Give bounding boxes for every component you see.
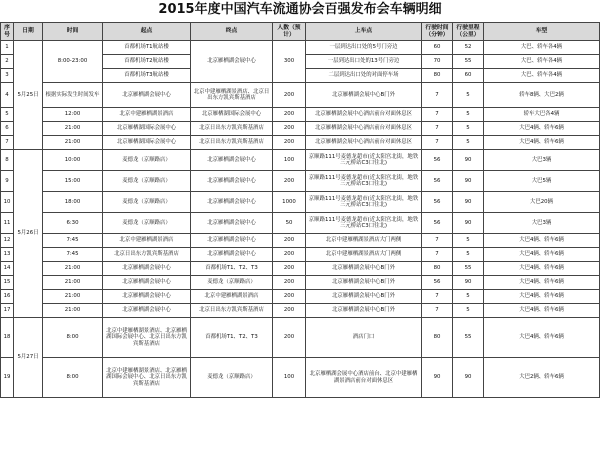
cell-model: 大巴4辆、轿车6辆 bbox=[484, 276, 600, 290]
cell-boarding: 北京中建雁栖湖景酒店大门两侧 bbox=[306, 234, 422, 248]
cell-no: 15 bbox=[1, 276, 14, 290]
cell-people: 200 bbox=[273, 171, 306, 192]
cell-start: 北京雁栖湖会展中心 bbox=[103, 290, 191, 304]
cell-end: 北京雁栖湖会展中心 bbox=[191, 234, 273, 248]
table-row bbox=[1, 213, 600, 234]
cell-time: 根据实际发生时间发车 bbox=[43, 83, 103, 108]
cell-start: 麦德龙（京顺路店） bbox=[103, 150, 191, 171]
table-row bbox=[1, 171, 600, 192]
vehicle-schedule-table bbox=[0, 22, 600, 398]
cell-end: 北京雁栖湖会展中心 bbox=[191, 192, 273, 213]
cell-time: 8:00-23:00 bbox=[43, 41, 103, 83]
cell-date: 5月27日 bbox=[14, 318, 43, 398]
cell-distance: 5 bbox=[453, 122, 484, 136]
cell-distance: 60 bbox=[453, 69, 484, 83]
table-row bbox=[1, 276, 600, 290]
header-date: 日期 bbox=[14, 23, 43, 41]
cell-boarding: 京顺路111号麦德龙超市(近太阳宫北街，地铁三元桥站C3口往北) bbox=[306, 171, 422, 192]
cell-start: 北京中建雁栖湖景酒店 bbox=[103, 108, 191, 122]
header-boarding: 上车点 bbox=[306, 23, 422, 41]
cell-model: 大巴、轿车各4辆 bbox=[484, 55, 600, 69]
cell-distance: 5 bbox=[453, 83, 484, 108]
cell-time: 10:00 bbox=[43, 150, 103, 171]
cell-end: 北京日出东方凯宾斯基酒店 bbox=[191, 136, 273, 150]
cell-duration: 60 bbox=[422, 41, 453, 55]
cell-start: 北京中建雁栖湖景酒店、北京雁栖湖国际会展中心、北京日出东方凯宾斯基酒店 bbox=[103, 358, 191, 398]
cell-duration: 7 bbox=[422, 83, 453, 108]
cell-people: 200 bbox=[273, 83, 306, 108]
cell-date: 5月26日 bbox=[14, 150, 43, 318]
cell-distance: 5 bbox=[453, 136, 484, 150]
cell-end: 北京日出东方凯宾斯基酒店 bbox=[191, 122, 273, 136]
cell-duration: 7 bbox=[422, 136, 453, 150]
cell-distance: 5 bbox=[453, 234, 484, 248]
cell-end: 首都机场T1、T2、T3 bbox=[191, 262, 273, 276]
table-row bbox=[1, 290, 600, 304]
cell-end: 北京雁栖湖会展中心 bbox=[191, 171, 273, 192]
cell-people: 50 bbox=[273, 213, 306, 234]
cell-distance: 90 bbox=[453, 192, 484, 213]
cell-end: 北京雁栖湖会展中心 bbox=[191, 248, 273, 262]
cell-no: 8 bbox=[1, 150, 14, 171]
cell-boarding: 北京雁栖湖会展中心B门外 bbox=[306, 262, 422, 276]
cell-time: 6:30 bbox=[43, 213, 103, 234]
cell-model: 大巴4辆、轿车6辆 bbox=[484, 262, 600, 276]
cell-duration: 7 bbox=[422, 108, 453, 122]
cell-people: 200 bbox=[273, 136, 306, 150]
cell-time: 21:00 bbox=[43, 136, 103, 150]
table-row bbox=[1, 150, 600, 171]
cell-no: 12 bbox=[1, 234, 14, 248]
cell-distance: 90 bbox=[453, 276, 484, 290]
cell-boarding: 一层到达出口处的5号门旁边 bbox=[306, 41, 422, 55]
table-row bbox=[1, 318, 600, 358]
cell-model: 大巴4辆、轿车6辆 bbox=[484, 248, 600, 262]
cell-people: 200 bbox=[273, 108, 306, 122]
table-row bbox=[1, 136, 600, 150]
cell-model: 大巴4辆、轿车6辆 bbox=[484, 234, 600, 248]
header-no: 序号 bbox=[1, 23, 14, 41]
cell-end: 北京日出东方凯宾斯基酒店 bbox=[191, 304, 273, 318]
cell-time: 18:00 bbox=[43, 192, 103, 213]
header-duration: 行驶时间（分钟） bbox=[422, 23, 453, 41]
table-row bbox=[1, 358, 600, 398]
cell-boarding: 北京雁栖湖会展中心B门外 bbox=[306, 276, 422, 290]
cell-no: 14 bbox=[1, 262, 14, 276]
cell-duration: 7 bbox=[422, 290, 453, 304]
cell-boarding: 北京雁栖湖会展中心酒店前台、北京中建雁栖湖景酒店前台对面休息区 bbox=[306, 358, 422, 398]
cell-start: 北京雁栖湖会展中心 bbox=[103, 304, 191, 318]
cell-people: 100 bbox=[273, 358, 306, 398]
cell-distance: 90 bbox=[453, 150, 484, 171]
cell-people: 200 bbox=[273, 276, 306, 290]
table-row bbox=[1, 234, 600, 248]
cell-time: 21:00 bbox=[43, 290, 103, 304]
cell-time: 21:00 bbox=[43, 122, 103, 136]
cell-start: 北京日出东方凯宾斯基酒店 bbox=[103, 248, 191, 262]
cell-duration: 70 bbox=[422, 55, 453, 69]
cell-time: 21:00 bbox=[43, 304, 103, 318]
cell-duration: 56 bbox=[422, 171, 453, 192]
cell-distance: 5 bbox=[453, 108, 484, 122]
table-row bbox=[1, 41, 600, 55]
cell-model: 轿车大巴各4辆 bbox=[484, 108, 600, 122]
cell-end: 麦德龙（京顺路店） bbox=[191, 358, 273, 398]
cell-no: 1 bbox=[1, 41, 14, 55]
cell-end: 北京中建雁栖湖景酒店 bbox=[191, 290, 273, 304]
cell-model: 大巴、轿车各4辆 bbox=[484, 69, 600, 83]
cell-time: 8:00 bbox=[43, 318, 103, 358]
document-title: 2015年度中国汽车流通协会百强发布会车辆明细 bbox=[158, 2, 442, 17]
cell-no: 6 bbox=[1, 122, 14, 136]
cell-distance: 5 bbox=[453, 248, 484, 262]
cell-boarding: 北京雁栖湖会展中心B门外 bbox=[306, 290, 422, 304]
cell-end: 北京雁栖湖会展中心 bbox=[191, 41, 273, 83]
cell-distance: 55 bbox=[453, 55, 484, 69]
cell-start: 北京雁栖湖会展中心 bbox=[103, 262, 191, 276]
header-distance: 行驶里程（公里） bbox=[453, 23, 484, 41]
cell-model: 大巴3辆 bbox=[484, 150, 600, 171]
cell-people: 200 bbox=[273, 248, 306, 262]
cell-duration: 56 bbox=[422, 192, 453, 213]
cell-people: 300 bbox=[273, 41, 306, 83]
cell-boarding: 京顺路111号麦德龙超市(近太阳宫北街，地铁三元桥站C3口往北) bbox=[306, 213, 422, 234]
cell-distance: 55 bbox=[453, 318, 484, 358]
cell-model: 大巴3辆 bbox=[484, 213, 600, 234]
cell-no: 5 bbox=[1, 108, 14, 122]
cell-duration: 80 bbox=[422, 262, 453, 276]
cell-distance: 5 bbox=[453, 304, 484, 318]
cell-no: 19 bbox=[1, 358, 14, 398]
cell-model: 大巴4辆、轿车6辆 bbox=[484, 136, 600, 150]
cell-people: 200 bbox=[273, 290, 306, 304]
cell-time: 15:00 bbox=[43, 171, 103, 192]
cell-duration: 56 bbox=[422, 213, 453, 234]
cell-boarding: 二层到达出口处的对面停车场 bbox=[306, 69, 422, 83]
cell-start: 麦德龙（京顺路店） bbox=[103, 171, 191, 192]
cell-time: 21:00 bbox=[43, 276, 103, 290]
cell-model: 大巴4辆、轿车6辆 bbox=[484, 122, 600, 136]
header-time: 时间 bbox=[43, 23, 103, 41]
cell-no: 16 bbox=[1, 290, 14, 304]
cell-time: 7:45 bbox=[43, 234, 103, 248]
cell-start: 首都机场T2航站楼 bbox=[103, 55, 191, 69]
table-row bbox=[1, 108, 600, 122]
cell-time: 7:45 bbox=[43, 248, 103, 262]
cell-distance: 55 bbox=[453, 262, 484, 276]
cell-duration: 80 bbox=[422, 318, 453, 358]
cell-boarding: 北京雁栖湖会展中心B门外 bbox=[306, 304, 422, 318]
cell-duration: 7 bbox=[422, 122, 453, 136]
cell-start: 北京雁栖湖国际会展中心 bbox=[103, 122, 191, 136]
cell-no: 10 bbox=[1, 192, 14, 213]
cell-start: 麦德龙（京顺路店） bbox=[103, 213, 191, 234]
cell-boarding: 北京雁栖湖会展中心酒店前台对面休息区 bbox=[306, 136, 422, 150]
cell-end: 北京雁栖湖国际会展中心 bbox=[191, 108, 273, 122]
cell-model: 大巴4辆、轿车6辆 bbox=[484, 318, 600, 358]
cell-start: 北京中建雁栖湖景酒店 bbox=[103, 234, 191, 248]
cell-end: 北京雁栖湖会展中心 bbox=[191, 213, 273, 234]
cell-boarding: 北京中建雁栖湖景酒店大门两侧 bbox=[306, 248, 422, 262]
cell-model: 大巴4辆、轿车6辆 bbox=[484, 304, 600, 318]
cell-model: 大巴5辆 bbox=[484, 171, 600, 192]
table-row bbox=[1, 122, 600, 136]
cell-duration: 7 bbox=[422, 304, 453, 318]
table-row bbox=[1, 304, 600, 318]
cell-no: 11 bbox=[1, 213, 14, 234]
cell-time: 8:00 bbox=[43, 358, 103, 398]
table-row bbox=[1, 262, 600, 276]
cell-people: 100 bbox=[273, 150, 306, 171]
cell-people: 200 bbox=[273, 262, 306, 276]
cell-people: 200 bbox=[273, 304, 306, 318]
cell-boarding: 京顺路111号麦德龙超市(近太阳宫北街，地铁三元桥站C3口往北) bbox=[306, 150, 422, 171]
header-people: 人数（预计） bbox=[273, 23, 306, 41]
cell-distance: 90 bbox=[453, 213, 484, 234]
table-row bbox=[1, 248, 600, 262]
cell-distance: 5 bbox=[453, 290, 484, 304]
cell-no: 3 bbox=[1, 69, 14, 83]
cell-start: 北京雁栖湖国际会展中心 bbox=[103, 136, 191, 150]
cell-start: 北京雁栖湖会展中心 bbox=[103, 83, 191, 108]
cell-model: 大巴2辆、轿车6辆 bbox=[484, 358, 600, 398]
cell-duration: 7 bbox=[422, 248, 453, 262]
cell-boarding: 北京雁栖湖会展中心酒店前台对面休息区 bbox=[306, 108, 422, 122]
cell-end: 麦德龙（京顺路店） bbox=[191, 276, 273, 290]
cell-model: 轿车8辆、大巴2辆 bbox=[484, 83, 600, 108]
cell-boarding: 北京雁栖湖会展中心酒店前台对面休息区 bbox=[306, 122, 422, 136]
cell-model: 大巴4辆、轿车6辆 bbox=[484, 290, 600, 304]
cell-no: 4 bbox=[1, 83, 14, 108]
cell-start: 首都机场T1航站楼 bbox=[103, 41, 191, 55]
cell-date: 5月25日 bbox=[14, 41, 43, 150]
cell-no: 7 bbox=[1, 136, 14, 150]
cell-no: 9 bbox=[1, 171, 14, 192]
cell-people: 1000 bbox=[273, 192, 306, 213]
cell-time: 21:00 bbox=[43, 262, 103, 276]
cell-duration: 90 bbox=[422, 358, 453, 398]
cell-start: 北京雁栖湖会展中心 bbox=[103, 276, 191, 290]
table-header-row bbox=[1, 23, 600, 41]
cell-distance: 90 bbox=[453, 358, 484, 398]
cell-boarding: 北京雁栖湖会展中心B门外 bbox=[306, 83, 422, 108]
cell-boarding: 酒店门口 bbox=[306, 318, 422, 358]
cell-people: 200 bbox=[273, 122, 306, 136]
cell-no: 17 bbox=[1, 304, 14, 318]
table-row bbox=[1, 192, 600, 213]
cell-model: 大巴20辆 bbox=[484, 192, 600, 213]
header-end: 终点 bbox=[191, 23, 273, 41]
cell-end: 北京雁栖湖会展中心 bbox=[191, 150, 273, 171]
cell-start: 麦德龙（京顺路店） bbox=[103, 192, 191, 213]
cell-duration: 56 bbox=[422, 276, 453, 290]
cell-duration: 56 bbox=[422, 150, 453, 171]
cell-no: 2 bbox=[1, 55, 14, 69]
cell-end: 首都机场T1、T2、T3 bbox=[191, 318, 273, 358]
header-model: 车型 bbox=[484, 23, 600, 41]
cell-distance: 90 bbox=[453, 171, 484, 192]
cell-duration: 80 bbox=[422, 69, 453, 83]
cell-no: 13 bbox=[1, 248, 14, 262]
cell-boarding: 一层到达出口处的13号门旁边 bbox=[306, 55, 422, 69]
cell-people: 200 bbox=[273, 234, 306, 248]
cell-duration: 7 bbox=[422, 234, 453, 248]
cell-end: 北京中建雁栖湖景酒店、北京日出东方凯宾斯基酒店 bbox=[191, 83, 273, 108]
cell-model: 大巴、轿车各4辆 bbox=[484, 41, 600, 55]
table-row bbox=[1, 83, 600, 108]
cell-no: 18 bbox=[1, 318, 14, 358]
cell-start: 北京中建雁栖湖景酒店、北京雁栖湖国际会展中心、北京日出东方凯宾斯基酒店 bbox=[103, 318, 191, 358]
cell-start: 首都机场T3航站楼 bbox=[103, 69, 191, 83]
cell-distance: 52 bbox=[453, 41, 484, 55]
cell-people: 200 bbox=[273, 318, 306, 358]
cell-time: 12:00 bbox=[43, 108, 103, 122]
header-start: 起点 bbox=[103, 23, 191, 41]
cell-boarding: 京顺路111号麦德龙超市(近太阳宫北街，地铁三元桥站C3口往北) bbox=[306, 192, 422, 213]
